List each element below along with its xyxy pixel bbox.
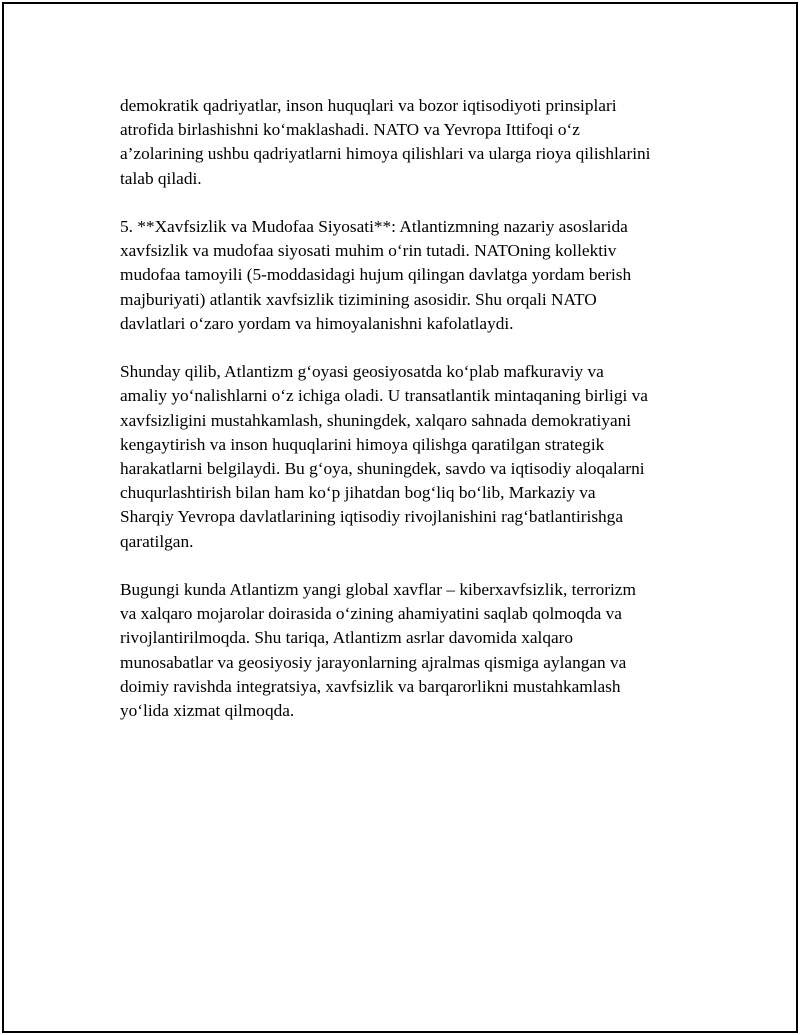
text-line: xavfsizlik va mudofaa siyosati muhim oʻrin tutadi. NATOning kollektiv <box>120 241 617 261</box>
paragraph-conclusion <box>120 578 700 723</box>
paragraph-summary <box>120 360 700 554</box>
text-line: 5. **Xavfsizlik va Mudofaa Siyosati**: Atlantizmning nazariy asoslarida <box>120 217 628 236</box>
text-line: Shunday qilib, Atlantizm gʻoyasi geosiyosatda koʻplab mafkuraviy va <box>120 362 604 382</box>
paragraph-values <box>120 94 700 191</box>
text-line: munosabatlar va geosiyosiy jarayonlarning ajralmas qismiga aylangan va <box>120 652 627 672</box>
text-line: doimiy ravishda integratsiya, xavfsizlik va barqarorlikni mustahkamlash <box>120 676 621 696</box>
text-line: qaratilgan. <box>120 531 194 551</box>
text-line: chuqurlashtirish bilan ham koʻp jihatdan bogʻliq boʻlib, Markaziy va <box>120 483 596 503</box>
text-line: harakatlarni belgilaydi. Bu gʻoya, shuningdek, savdo va iqtisodiy aloqalarni <box>120 459 645 479</box>
text-line: kengaytirish va inson huquqlarini himoya qilishga qaratilgan strategik <box>120 434 605 454</box>
text-line: yoʻlida xizmat qilmoqda. <box>120 701 295 721</box>
document-page <box>2 2 798 1033</box>
text-line: a’zolarining ushbu qadriyatlarni himoya qilishlari va ularga rioya qilishlarini <box>120 144 651 164</box>
text-line: talab qiladi. <box>120 168 202 188</box>
text-line: rivojlantirilmoqda. Shu tariqa, Atlantizm asrlar davomida xalqaro <box>120 628 574 648</box>
text-line: davlatlari oʻzaro yordam va himoyalanishni kafolatlaydi. <box>120 313 514 333</box>
text-line: Sharqiy Yevropa davlatlarining iqtisodiy rivojlanishini ragʻbatlantirishga <box>120 507 623 527</box>
text-line: va xalqaro mojarolar doirasida oʻzining ahamiyatini saqlab qolmoqda va <box>120 604 622 624</box>
text-line: amaliy yoʻnalishlarni oʻz ichiga oladi. U transatlantik mintaqaning birligi va <box>120 386 648 406</box>
text-line: majburiyati) atlantik xavfsizlik tizimining asosidir. Shu orqali NATO <box>120 289 597 309</box>
paragraph-security-defense <box>120 215 700 336</box>
document-body <box>120 94 700 747</box>
text-line: Bugungi kunda Atlantizm yangi global xavflar – kiberxavfsizlik, terrorizm <box>120 580 636 600</box>
text-line: mudofaa tamoyili (5-moddasidagi hujum qilingan davlatga yordam berish <box>120 265 632 285</box>
text-line: demokratik qadriyatlar, inson huquqlari va bozor iqtisodiyoti prinsiplari <box>120 96 617 115</box>
text-line: xavfsizligini mustahkamlash, shuningdek, xalqaro sahnada demokratiyani <box>120 410 632 430</box>
text-line: atrofida birlashishni koʻmaklashadi. NATO va Yevropa Ittifoqi oʻz <box>120 120 580 140</box>
